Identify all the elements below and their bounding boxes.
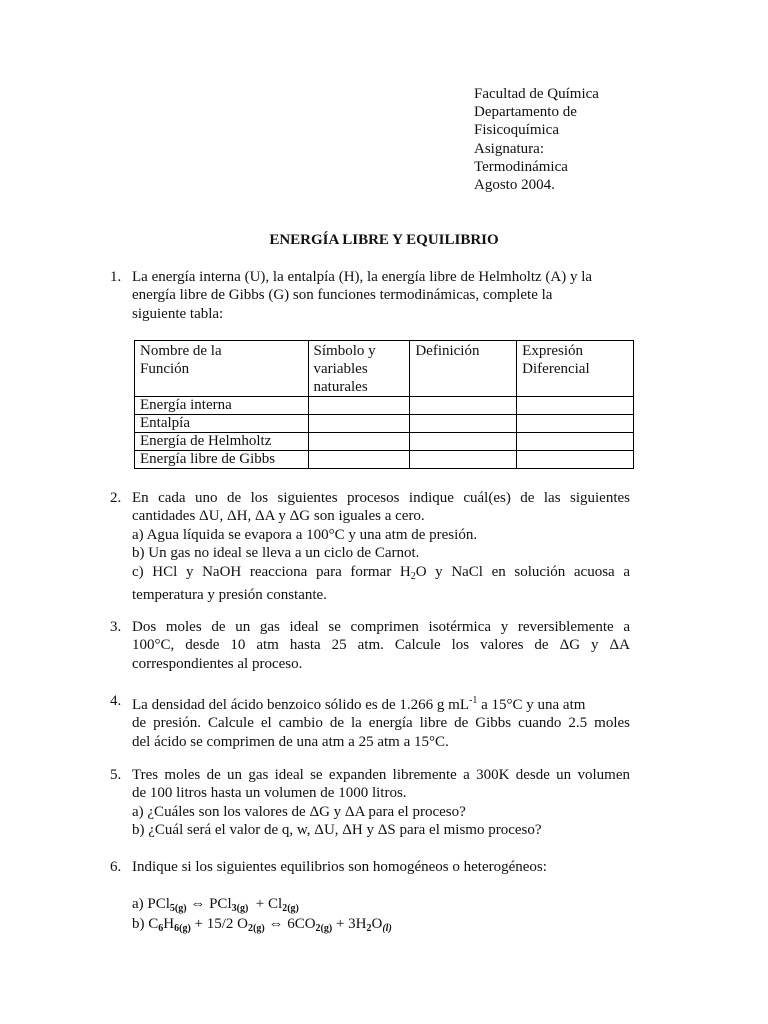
subscript: 6(g) [174, 923, 191, 934]
header-text: naturales [313, 379, 368, 395]
table-row [135, 451, 634, 469]
table-cell-empty [517, 415, 634, 433]
question-line: de 100 litros hasta un volumen de 1000 litros. [132, 785, 407, 802]
question-line: energía libre de Gibbs (G) son funciones termodinámicas, complete la [132, 287, 553, 304]
equilibrium-arrow: ⇔ [264, 916, 288, 932]
text-run: + [248, 896, 268, 912]
table-cell-empty [517, 451, 634, 469]
text-run: c) HCl y NaOH reacciona para formar H [132, 563, 411, 580]
text-run: 6CO [287, 916, 316, 932]
subscript: 2(g) [282, 903, 299, 914]
header-line: Agosto 2004. [474, 177, 555, 194]
header-text: Símbolo y [313, 343, 376, 359]
equilibrium-b [132, 915, 392, 938]
table-header-cell [308, 341, 410, 397]
header-line: Fisicoquímica [474, 122, 559, 139]
subscript: 3(g) [231, 903, 249, 914]
question-line: correspondientes al proceso. [132, 655, 303, 672]
table-cell-empty [308, 433, 410, 451]
table-row [135, 415, 634, 433]
text-run: O y NaCl en solución acuosa a [415, 563, 630, 580]
superscript: -1 [469, 695, 478, 706]
text-run: + 15/2 [190, 916, 238, 932]
table-cell: Energía libre de Gibbs [135, 451, 309, 469]
question-option: b) ¿Cuál será el valor de q, w, ΔU, ΔH y ΔS para el mismo proceso? [132, 822, 542, 839]
text-run: + 3H [332, 916, 367, 932]
question-number: 5. [110, 767, 122, 783]
page-title: ENERGÍA LIBRE Y EQUILIBRIO [269, 232, 499, 248]
table-cell: Energía interna [135, 397, 309, 415]
question-option [132, 563, 630, 586]
table-cell-empty [410, 433, 517, 451]
question-number: 1. [110, 269, 122, 285]
subscript: 2 [366, 923, 372, 934]
text-run: PCl [209, 896, 232, 912]
question-line: En cada uno de los siguientes procesos indique cuál(es) de las siguientes [132, 490, 630, 506]
equilibrium-arrow: ⇔ [186, 896, 210, 912]
question-option: b) Un gas no ideal se lleva a un ciclo de Carnot. [132, 545, 420, 562]
text-run: La densidad del ácido benzoico sólido es de 1.266 g mL [132, 697, 469, 713]
question-number: 2. [110, 490, 122, 506]
question-option: a) Agua líquida se evapora a 100°C y una atm de presión. [132, 526, 478, 543]
table-header-cell [135, 341, 309, 397]
question-line: La energía interna (U), la entalpía (H), la energía libre de Helmholtz (A) y la [132, 269, 593, 285]
question-number: 3. [110, 619, 122, 635]
question-line: siguiente tabla: [132, 305, 224, 322]
subscript: 2(g) [315, 923, 333, 934]
text-run: O [371, 916, 383, 932]
header-line: Departamento de [474, 104, 577, 121]
text-run: a) [132, 896, 148, 912]
subscript: 2(g) [248, 923, 265, 934]
question-1 [110, 268, 630, 323]
table-row [135, 433, 634, 451]
text-run: a 15°C y una atm [477, 697, 586, 713]
subscript: 5(g) [169, 903, 187, 914]
question-number: 4. [110, 693, 122, 709]
question-5 [110, 766, 630, 840]
question-option: a) ¿Cuáles son los valores de ΔG y ΔA para el proceso? [132, 803, 466, 820]
question-line: cantidades ΔU, ΔH, ΔA y ΔG son iguales a cero. [132, 508, 425, 525]
table-cell-empty [410, 451, 517, 469]
question-line: del ácido se comprimen de una atm a 25 atm a 15°C. [132, 733, 449, 750]
text-run: O [237, 916, 249, 932]
header-text: Nombre de la [140, 343, 222, 359]
question-line: Tres moles de un gas ideal se expanden libremente a 300K desde un volumen [132, 767, 630, 783]
text-run: PCl [147, 896, 170, 912]
table-cell-empty [410, 415, 517, 433]
question-4 [110, 692, 630, 751]
table-row [135, 397, 634, 415]
question-3 [110, 618, 630, 673]
table-cell: Entalpía [135, 415, 309, 433]
header-block [474, 85, 599, 194]
header-text: Expresión [522, 343, 583, 359]
table-cell-empty [308, 415, 410, 433]
text-run: Cl [268, 896, 283, 912]
header-line: Asignatura: [474, 140, 544, 157]
question-6 [110, 858, 630, 876]
table-cell-empty [410, 397, 517, 415]
header-text: Función [140, 361, 190, 377]
question-line: Indique si los siguientes equilibrios son homogéneos o heterogéneos: [132, 859, 547, 875]
table-header-cell [517, 341, 634, 397]
question-line: de presión. Calcule el cambio de la energía libre de Gibbs cuando 2.5 moles [132, 715, 630, 732]
question-line [132, 692, 630, 714]
text-run: C [148, 916, 159, 932]
question-line: 100°C, desde 10 atm hasta 25 atm. Calcule los valores de ΔG y ΔA [132, 637, 630, 654]
question-number: 6. [110, 859, 122, 875]
subscript: (l) [382, 923, 392, 934]
text-run: b) [132, 916, 149, 932]
header-text: Definición [415, 343, 480, 359]
table-cell: Energía de Helmholtz [135, 433, 309, 451]
functions-table [134, 340, 634, 469]
text-run: H [163, 916, 175, 932]
question-line: Dos moles de un gas ideal se comprimen isotérmica y reversiblemente a [132, 619, 630, 635]
table-header-row [135, 341, 634, 397]
header-text: Diferencial [522, 361, 590, 377]
subscript: 2 [410, 570, 416, 582]
subscript: 6 [158, 923, 164, 934]
table-cell-empty [517, 397, 634, 415]
table-cell-empty [308, 397, 410, 415]
header-text: variables [313, 361, 368, 377]
question-2 [110, 489, 630, 604]
header-line: Termodinámica [474, 158, 568, 175]
header-line: Facultad de Química [474, 86, 599, 102]
table-cell-empty [308, 451, 410, 469]
question-line: temperatura y presión constante. [132, 587, 327, 604]
table-header-cell [410, 341, 517, 397]
table-cell-empty [517, 433, 634, 451]
